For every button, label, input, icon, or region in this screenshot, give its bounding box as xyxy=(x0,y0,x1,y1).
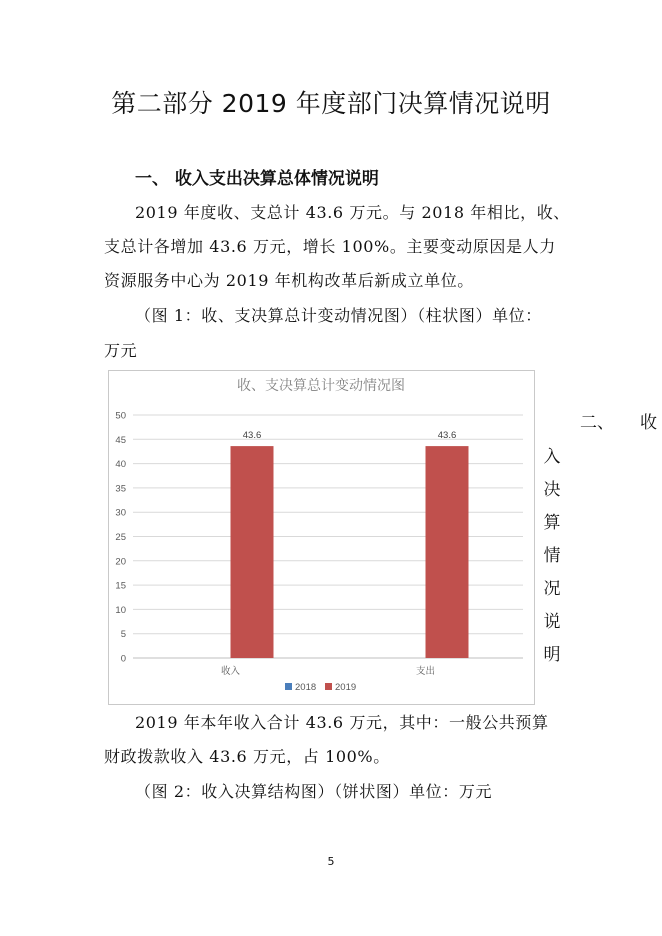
heading-char: 明 xyxy=(543,645,561,665)
paragraph-line: 财政拨款收入 43.6 万元，占 100%。 xyxy=(104,747,390,766)
bar-2019-income xyxy=(231,446,274,658)
bar-2019-expenditure xyxy=(426,446,469,658)
y-tick-label: 25 xyxy=(115,532,126,543)
heading-char: 决 xyxy=(543,480,561,500)
figure-caption: （图 2：收入决算结构图）（饼状图）单位：万元 xyxy=(135,782,493,801)
page-number: 5 xyxy=(327,855,335,868)
y-tick-label: 30 xyxy=(115,507,126,519)
paragraph-line: 2019 年本年收入合计 43.6 万元，其中：一般公共预算 xyxy=(135,713,549,732)
heading-char: 说 xyxy=(543,612,561,632)
y-tick-label: 5 xyxy=(120,629,126,641)
legend-swatch-2019 xyxy=(325,683,332,690)
section-number: 二、 xyxy=(580,413,614,433)
y-tick-label: 45 xyxy=(115,434,126,446)
bar-chart xyxy=(109,371,534,704)
legend-swatch-2018 xyxy=(285,683,292,690)
page-title: 第二部分 2019 年度部门决算情况说明 xyxy=(111,89,551,118)
heading-char: 况 xyxy=(543,579,561,599)
heading-char: 情 xyxy=(543,546,561,566)
x-tick-label: 收入 xyxy=(220,666,241,677)
y-tick-label: 40 xyxy=(115,459,126,471)
section-heading-income-expenditure: 一、 收入支出决算总体情况说明 xyxy=(135,169,379,189)
paragraph-line: 支总计各增加 43.6 万元，增长 100%。主要变动原因是人力 xyxy=(104,237,556,256)
heading-char: 收 xyxy=(640,413,657,433)
data-label: 43.6 xyxy=(242,430,262,442)
data-label: 43.6 xyxy=(437,430,457,442)
y-tick-label: 0 xyxy=(120,653,126,665)
y-tick-label: 15 xyxy=(115,580,126,592)
paragraph-line: 2019 年度收、支总计 43.6 万元。与 2018 年相比，收、 xyxy=(135,203,570,222)
y-tick-label: 10 xyxy=(115,604,126,616)
y-tick-label: 20 xyxy=(115,556,126,568)
x-tick-label: 支出 xyxy=(415,666,436,677)
legend-label: 2019 xyxy=(335,682,357,693)
chart-title: 收、支决算总计变动情况图 xyxy=(237,377,405,393)
bar-chart-container xyxy=(108,370,535,705)
figure-caption: （图 1：收、支决算总计变动情况图）（柱状图）单位： xyxy=(135,306,542,325)
figure-caption-continued: 万元 xyxy=(104,341,138,360)
heading-char: 算 xyxy=(543,513,561,533)
section-heading-income xyxy=(580,408,657,433)
paragraph-line: 资源服务中心为 2019 年机构改革后新成立单位。 xyxy=(104,271,474,290)
y-tick-label: 35 xyxy=(115,483,126,495)
legend-label: 2018 xyxy=(295,682,317,693)
y-tick-label: 50 xyxy=(115,410,126,422)
heading-char: 入 xyxy=(543,447,561,467)
